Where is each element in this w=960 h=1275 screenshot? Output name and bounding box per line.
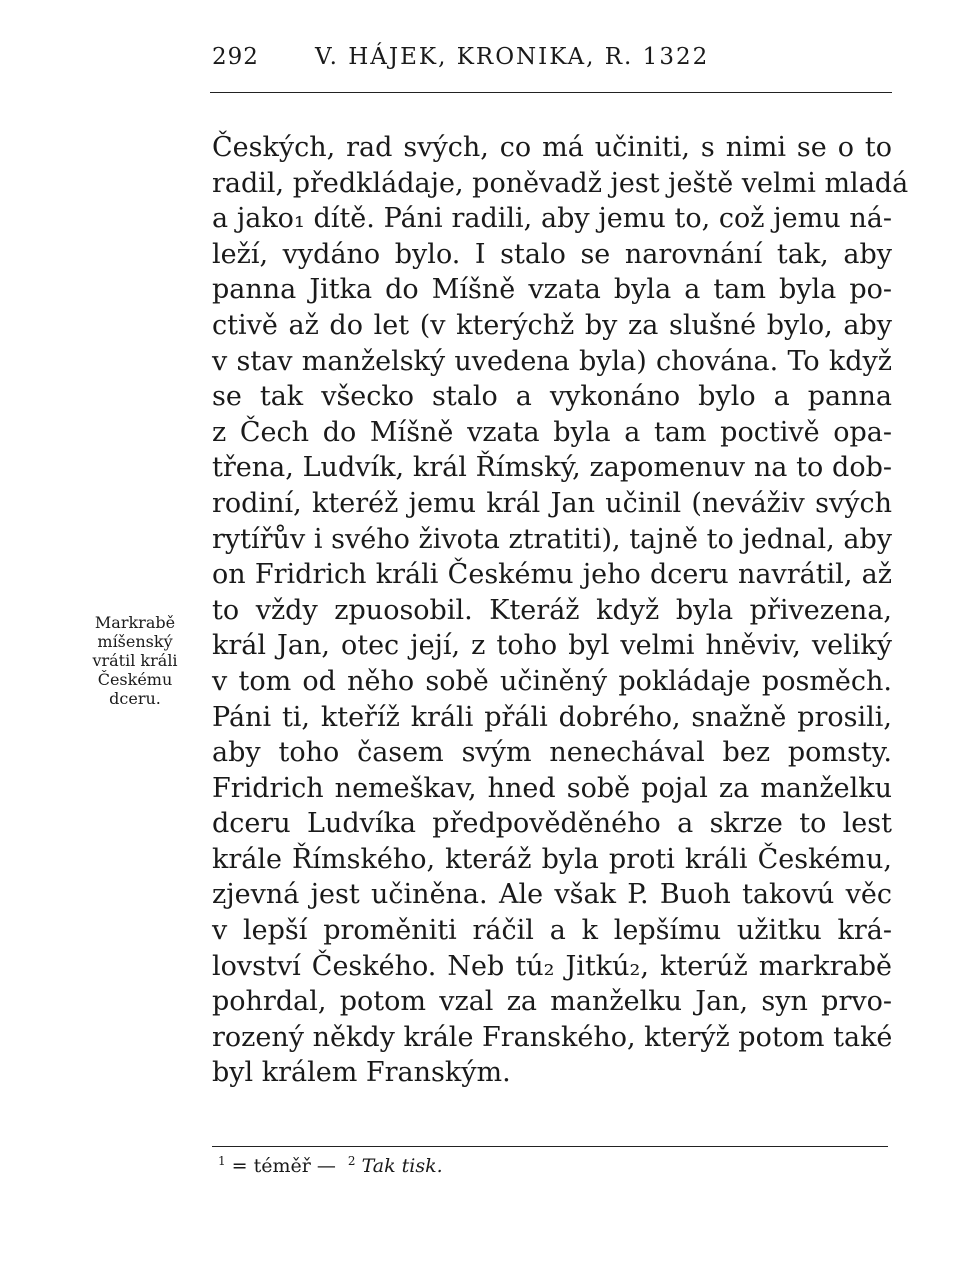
footnote-1-text: = téměř — [231, 1155, 336, 1177]
marginal-note-line: Markrabě [94, 613, 176, 632]
text-line: v lepší proměniti ráčil a k lepšímu užitku krá- [212, 915, 892, 947]
running-header [212, 44, 892, 84]
marginal-note-line: vrátil králi [92, 651, 178, 670]
header-rule [210, 92, 892, 93]
text-line: krále Římského, kteráž byla proti králi Českému, [212, 843, 892, 875]
footnote-2-text: Tak tisk. [361, 1155, 443, 1177]
footnote-2-mark: 2 [347, 1154, 356, 1168]
text-line: Páni ti, kteříž králi přáli dobrého, snažně prosili, [212, 701, 892, 733]
footnotes [218, 1154, 449, 1177]
text-line: zjevná jest učiněna. Ale však P. Buoh takovú věc [212, 879, 892, 911]
text-line: král Jan, otec její, z toho byl velmi hněviv, veliký [212, 630, 892, 662]
marginal-note [62, 613, 208, 708]
marginal-note-line: míšenský [97, 632, 173, 651]
footnote-rule [212, 1146, 888, 1147]
text-line: rodiní, kteréž jemu král Jan učinil (neváživ svých [212, 487, 892, 519]
text-line: a jako₁ dítě. Páni radili, aby jemu to, což jemu ná- [212, 203, 892, 235]
text-line: pohrdal, potom vzal za manželku Jan, syn prvo- [212, 986, 892, 1018]
text-line: se tak všecko stalo a vykonáno bylo a panna [212, 381, 892, 413]
text-line: panna Jitka do Míšně vzata byla a tam byla po- [212, 274, 892, 306]
text-line: aby toho časem svým nenechával bez pomsty. [212, 737, 892, 769]
text-line: radil, předkládaje, poněvadž jest ještě velmi mladá [212, 167, 909, 199]
text-line: on Fridrich králi Českému jeho dceru navrátil, až [212, 559, 892, 591]
text-line: z Čech do Míšně vzata byla a tam poctivě opa- [212, 416, 892, 448]
text-line: rytířův i svého života ztratiti), tajně to jednal, aby [212, 523, 892, 555]
text-line: Fridrich nemeškav, hned sobě pojal za manželku [212, 772, 892, 804]
text-line: v tom od něho sobě učiněný pokládaje posměch. [212, 665, 892, 697]
text-line: ctivě až do let (v kterýchž by za slušné bylo, aby [212, 309, 892, 341]
footnote-1-mark: 1 [218, 1154, 226, 1168]
text-line: třena, Ludvík, král Římský, zapomenuv na to dob- [212, 452, 892, 484]
text-line: v stav manželský uvedena byla) chována. To když [212, 345, 892, 377]
main-text [212, 130, 909, 1091]
marginal-note-line: Českému [97, 670, 173, 689]
text-line: lovství Českého. Neb tú₂ Jitkú₂, kterúž markrabě [212, 950, 892, 982]
text-line: dceru Ludvíka předpověděného a skrze to lest [212, 808, 892, 840]
text-line: leží, vydáno bylo. I stalo se narovnání tak, aby [212, 238, 892, 270]
marginal-note-line: dceru. [109, 689, 161, 708]
page-number: 292 [212, 44, 259, 70]
text-line: byl králem Franským. [212, 1057, 511, 1089]
running-title: V. HÁJEK, KRONIKA, R. 1322 [315, 44, 710, 70]
text-line: to vždy zpuosobil. Kteráž když byla přivezena, [212, 594, 892, 626]
text-line: rozený někdy krále Franského, kterýž potom také [212, 1021, 893, 1053]
text-line: Českých, rad svých, co má učiniti, s nimi se o to [212, 132, 892, 163]
